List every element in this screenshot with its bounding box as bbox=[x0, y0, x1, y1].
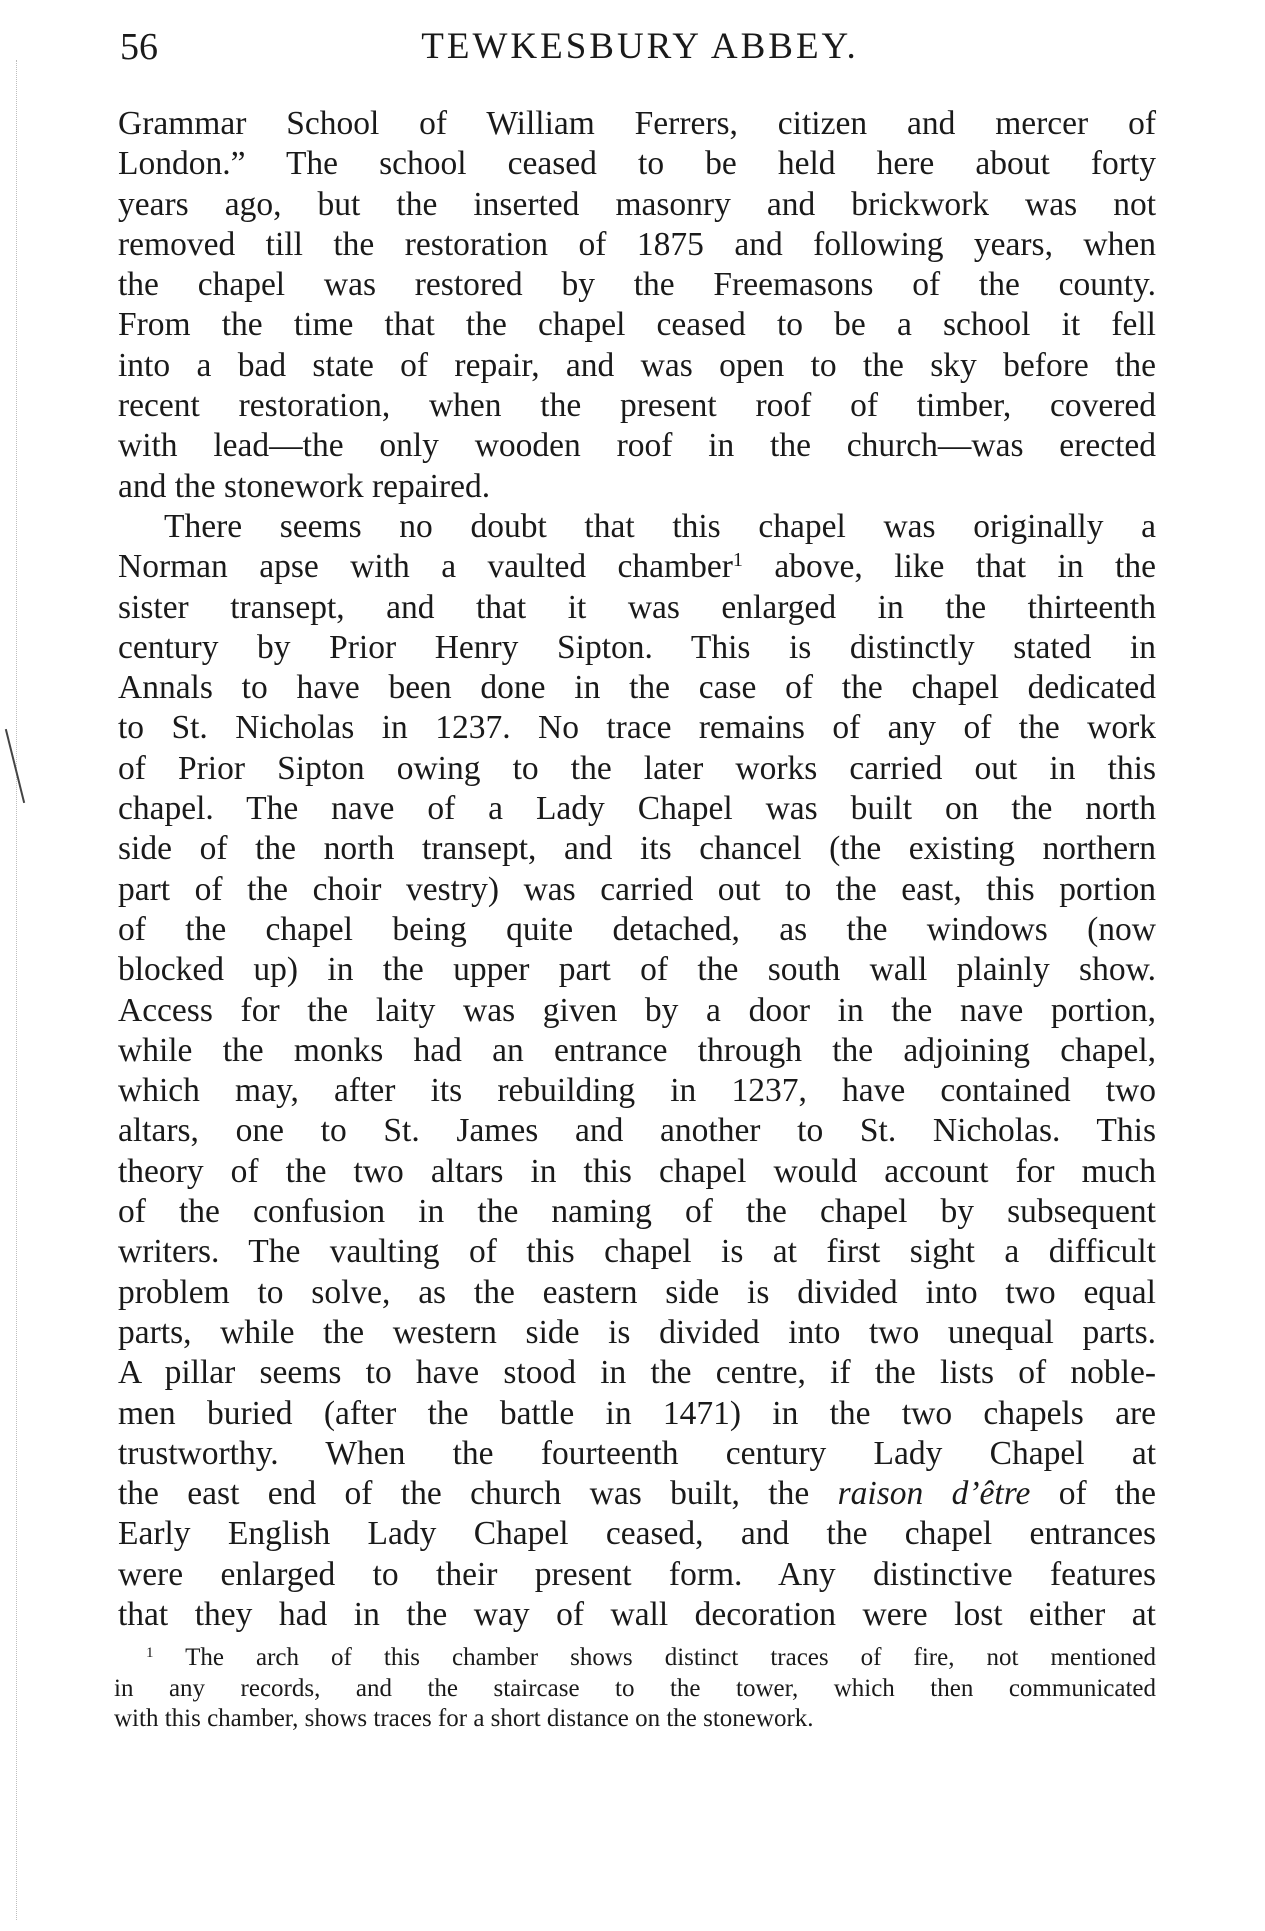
text-line: part of the choir vestry) was carried out to the east, this portion bbox=[118, 870, 1156, 908]
footnote-line: in any records, and the staircase to the tower, which then communicated bbox=[114, 1674, 1156, 1702]
footnote bbox=[114, 1643, 1156, 1735]
body-text bbox=[118, 104, 1156, 1635]
text-line: chapel. The nave of a Lady Chapel was built on the north bbox=[118, 790, 1156, 828]
text-line: London.” The school ceased to be held here about forty bbox=[118, 145, 1156, 183]
text-fragment: above, like that in the bbox=[742, 548, 1156, 586]
text-line: century by Prior Henry Sipton. This is distinctly stated in bbox=[118, 628, 1156, 666]
page-number: 56 bbox=[120, 26, 158, 68]
text-fragment: the east end of the church was built, the bbox=[118, 1475, 810, 1513]
text-line: the chapel was restored by the Freemasons of the county. bbox=[118, 266, 1156, 304]
text-line: removed till the restoration of 1875 and following years, when bbox=[118, 225, 1156, 263]
scan-margin-rule bbox=[16, 60, 17, 1920]
text-fragment: of the bbox=[1030, 1475, 1156, 1513]
text-line: From the time that the chapel ceased to be a school it fell bbox=[118, 306, 1156, 344]
text-line: into a bad state of repair, and was open to the sky before the bbox=[118, 346, 1156, 384]
text-line: men buried (after the battle in 1471) in the two chapels are bbox=[118, 1394, 1156, 1432]
text-line: with lead—the only wooden roof in the church—was erected bbox=[118, 427, 1156, 465]
text-line: There seems no doubt that this chapel was originally a bbox=[164, 507, 1156, 545]
text-line: problem to solve, as the eastern side is divided into two equal bbox=[118, 1273, 1156, 1311]
text-line-with-italic bbox=[118, 1474, 1156, 1514]
text-line: side of the north transept, and its chancel (the existing northern bbox=[118, 830, 1156, 868]
text-line-with-note bbox=[118, 547, 1156, 587]
text-line: writers. The vaulting of this chapel is at first sight a difficult bbox=[118, 1233, 1156, 1271]
running-title: TEWKESBURY ABBEY. bbox=[421, 26, 859, 67]
text-line: of Prior Sipton owing to the later works carried out in this bbox=[118, 749, 1156, 787]
text-line: Access for the laity was given by a door in the nave portion, bbox=[118, 991, 1156, 1029]
page-header bbox=[120, 22, 1160, 72]
text-line: trustworthy. When the fourteenth century Lady Chapel at bbox=[118, 1434, 1156, 1472]
footnote-line bbox=[114, 1643, 1156, 1674]
text-line: to St. Nicholas in 1237. No trace remains of any of the work bbox=[118, 709, 1156, 747]
text-line: recent restoration, when the present roof of timber, covered bbox=[118, 387, 1156, 425]
text-fragment: Norman apse with a vaulted chamber bbox=[118, 548, 733, 586]
text-line: Annals to have been done in the case of the chapel dedicated bbox=[118, 669, 1156, 707]
footnote-line: with this chamber, shows traces for a short distance on the stonework. bbox=[114, 1705, 814, 1732]
text-line: sister transept, and that it was enlarged in the thirteenth bbox=[118, 588, 1156, 626]
footnote-mark: 1 bbox=[146, 1644, 154, 1661]
text-line: Early English Lady Chapel ceased, and the chapel entrances bbox=[118, 1515, 1156, 1553]
text-line: blocked up) in the upper part of the south wall plainly show. bbox=[118, 951, 1156, 989]
footnote-text: The arch of this chamber shows distinct traces of fire, not mentioned bbox=[153, 1644, 1156, 1671]
text-line: A pillar seems to have stood in the centre, if the lists of noble- bbox=[118, 1354, 1156, 1392]
text-line: years ago, but the inserted masonry and brickwork was not bbox=[118, 185, 1156, 223]
italic-phrase: raison d’être bbox=[837, 1475, 1031, 1513]
text-line: Grammar School of William Ferrers, citizen and mercer of bbox=[118, 105, 1156, 142]
text-line: while the monks had an entrance through the adjoining chapel, bbox=[118, 1031, 1156, 1069]
text-line: of the chapel being quite detached, as the windows (now bbox=[118, 910, 1156, 948]
text-line: altars, one to St. James and another to St. Nicholas. This bbox=[118, 1112, 1156, 1150]
footnote-reference: 1 bbox=[732, 549, 743, 572]
text-line: that they had in the way of wall decoration were lost either at bbox=[118, 1595, 1156, 1633]
scan-margin-mark bbox=[5, 729, 25, 803]
text-line: were enlarged to their present form. Any distinctive features bbox=[118, 1555, 1156, 1593]
text-line: which may, after its rebuilding in 1237, have contained two bbox=[118, 1072, 1156, 1110]
text-line: parts, while the western side is divided into two unequal parts. bbox=[118, 1313, 1156, 1351]
text-line: theory of the two altars in this chapel would account for much bbox=[118, 1152, 1156, 1190]
text-line: of the confusion in the naming of the chapel by subsequent bbox=[118, 1193, 1156, 1231]
text-line: and the stonework repaired. bbox=[118, 467, 491, 505]
